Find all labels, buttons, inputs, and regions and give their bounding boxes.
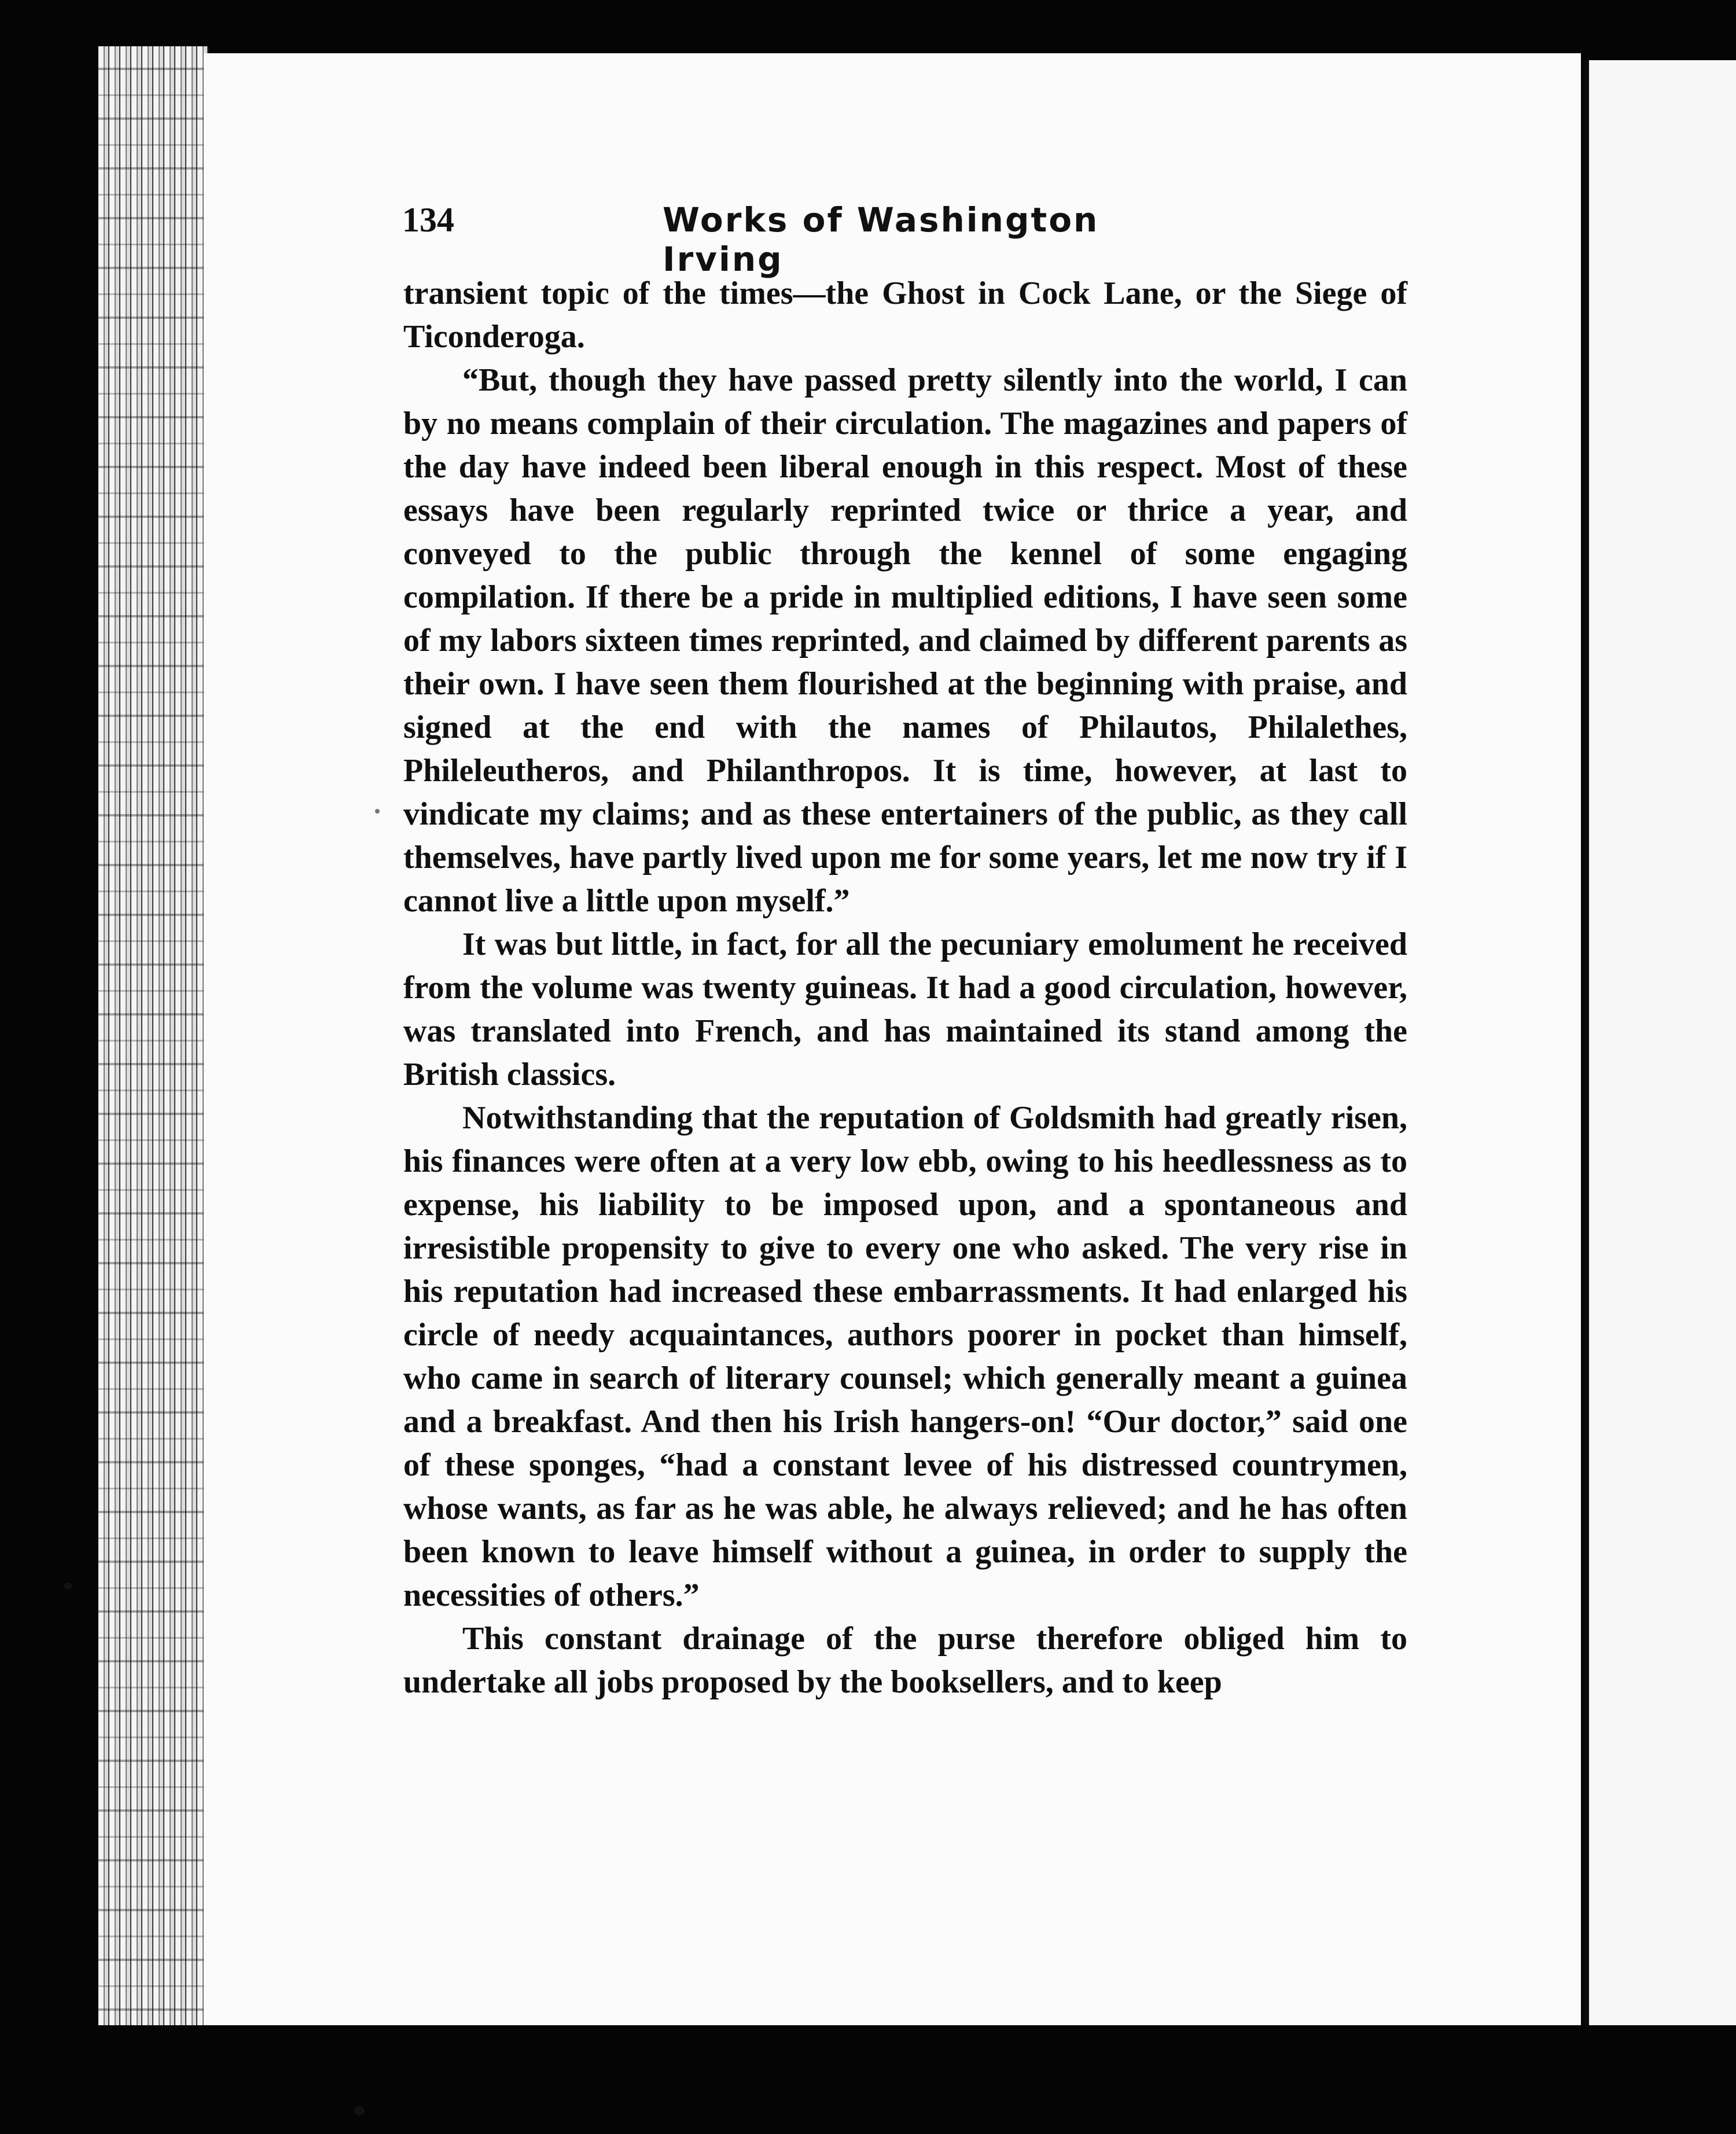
page-number: 134	[402, 201, 454, 239]
paragraph: Notwithstanding that the reputation of Goldsmith had greatly risen, his finances were often at a very low ebb, owing to his heedlessness as to expense, his liability to be imposed upon, and a spontaneous and irresistible propensity to give to every one who asked. The very rise in his reputation had increased these embarrassments. It had enlarged his circle of needy acquaintances, authors poorer in pocket than himself, who came in search of literary counsel; which generally meant a guinea and a breakfast. And then his Irish hangers-on! “Our doctor,” said one of these sponges, “had a constant levee of his distressed countrymen, whose wants, as far as he was able, he always relieved; and he has often been known to leave himself without a guinea, in order to supply the necessities of others.”	[403, 1100, 1407, 1613]
paragraph: “But, though they have passed pretty silently into the world, I can by no means complain of their circulation. The magazines and papers of the day have indeed been liberal enough in this respect. Most of these essays have been regularly reprinted twice or thrice a year, and conveyed to the public through the kennel of some engaging compilation. If there be a pride in multiplied editions, I have seen some of my labors sixteen times reprinted, and claimed by different parents as their own. I have seen them flourished at the beginning with praise, and signed at the end with the names of Philautos, Philalethes, Phileleutheros, and Philanthropos. It is time, however, at last to vindicate my claims; and as these entertainers of the public, as they call themselves, have partly lived upon me for some years, let me now try if I cannot live a little upon myself.”	[403, 362, 1407, 919]
scan-speck	[354, 2106, 365, 2115]
paragraph: It was but little, in fact, for all the pecuniary emolument he received from the volume was twenty guineas. It had a good circulation, however, was translated into French, and has maintained its stand among the British classics.	[403, 926, 1407, 1092]
page-header	[402, 200, 1152, 279]
scan-speck	[375, 809, 380, 814]
paragraph: transient topic of the times—the Ghost in Cock Lane, or the Siege of Ticonderoga.	[403, 275, 1407, 355]
page-stack-edges	[98, 46, 208, 2025]
scan-speck	[64, 1583, 72, 1590]
paragraph: This constant drainage of the purse therefore obliged him to undertake all jobs proposed by the booksellers, and to keep	[403, 1621, 1407, 1700]
facing-page-edge	[1584, 60, 1736, 2025]
running-head: Works of Washington Irving	[663, 200, 1099, 279]
body-text	[403, 272, 1407, 1704]
